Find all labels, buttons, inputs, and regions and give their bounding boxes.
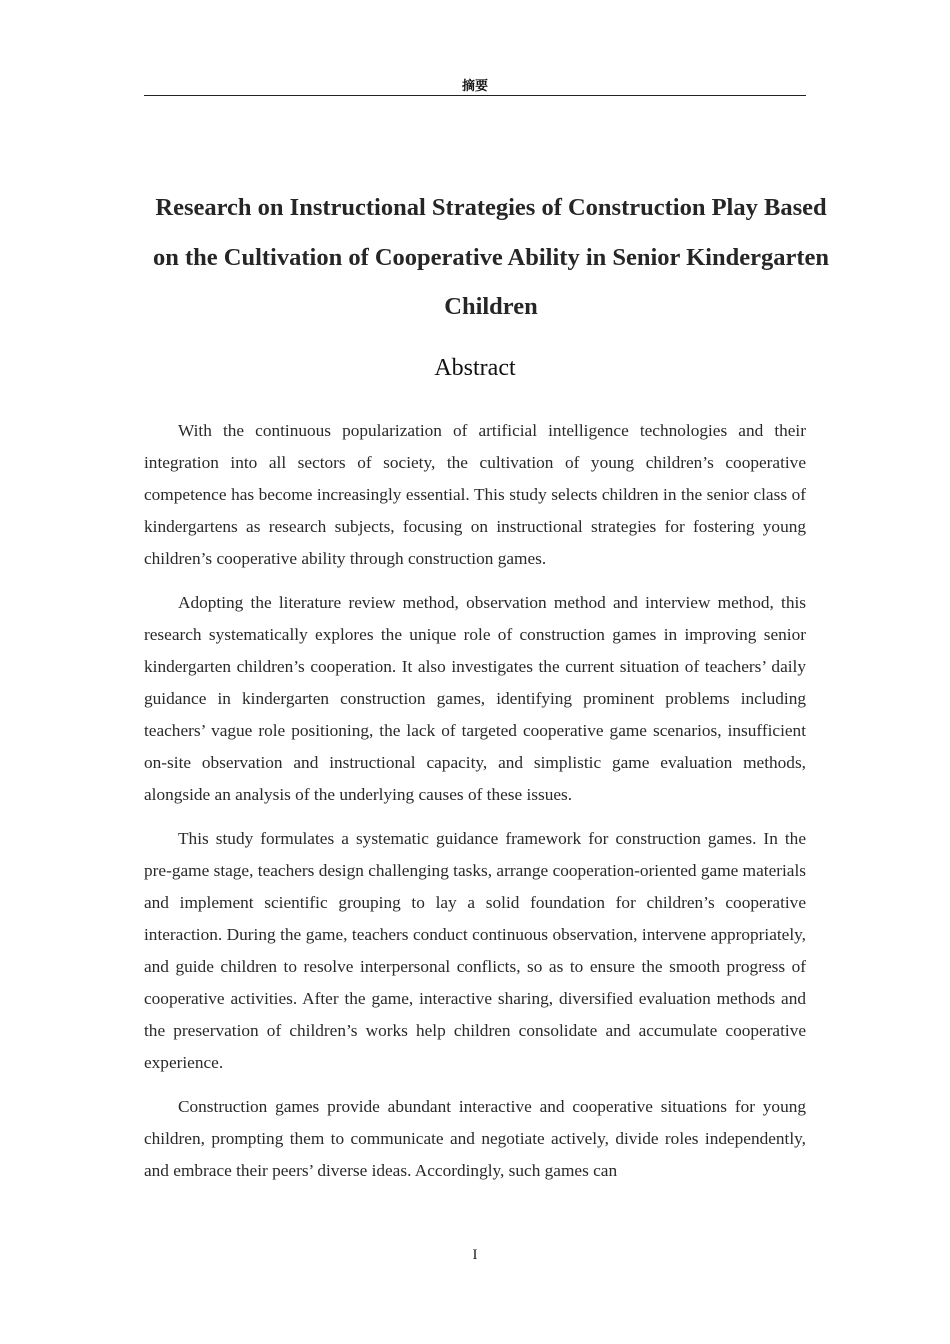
abstract-paragraph: With the continuous popularization of artificial intelligence technologies and their integration into all sectors of society, the cultivation of young children’s cooperative competence has become increasingly essential. This study selects children in the senior class of kindergartens as research subjects, focusing on instructional strategies for fostering young children’s cooperative ability through construction games. [144, 421, 806, 568]
abstract-paragraph: This study formulates a systematic guidance framework for construction games. In the pre-game stage, teachers design challenging tasks, arrange cooperation-oriented game materials and implement scientific grouping to lay a solid foundation for children’s cooperative interaction. During the game, teachers conduct continuous observation, intervene appropriately, and guide children to resolve interpersonal conflicts, so as to ensure the smooth progress of cooperative activities. After the game, interactive sharing, diversified evaluation methods and the preservation of children’s works help children consolidate and accumulate cooperative experience. [144, 829, 806, 1072]
abstract-heading: Abstract [434, 355, 516, 381]
page-number: I [472, 1247, 478, 1263]
abstract-paragraph: Adopting the literature review method, observation method and interview method, this research systematically explores the unique role of construction games in improving senior kindergarten children’s cooperation. It also investigates the current situation of teachers’ daily guidance in kindergarten construction games, identifying prominent problems including teachers’ vague role positioning, the lack of targeted cooperative game scenarios, insufficient on-site observation and instructional capacity, and simplistic game evaluation methods, alongside an analysis of the underlying causes of these issues. [144, 593, 806, 804]
abstract-paragraph: Construction games provide abundant interactive and cooperative situations for young children, prompting them to communicate and negotiate actively, divide roles independently, and embrace their peers’ diverse ideas. Accordingly, such games can [144, 1097, 806, 1180]
paper-title: Research on Instructional Strategies of Construction Play Based on the Cultivation of Cooperative Ability in Senior Kindergarten Children [152, 194, 830, 320]
running-header: 摘要 [461, 79, 488, 94]
abstract-body [144, 415, 806, 1199]
header-rule [144, 95, 806, 96]
